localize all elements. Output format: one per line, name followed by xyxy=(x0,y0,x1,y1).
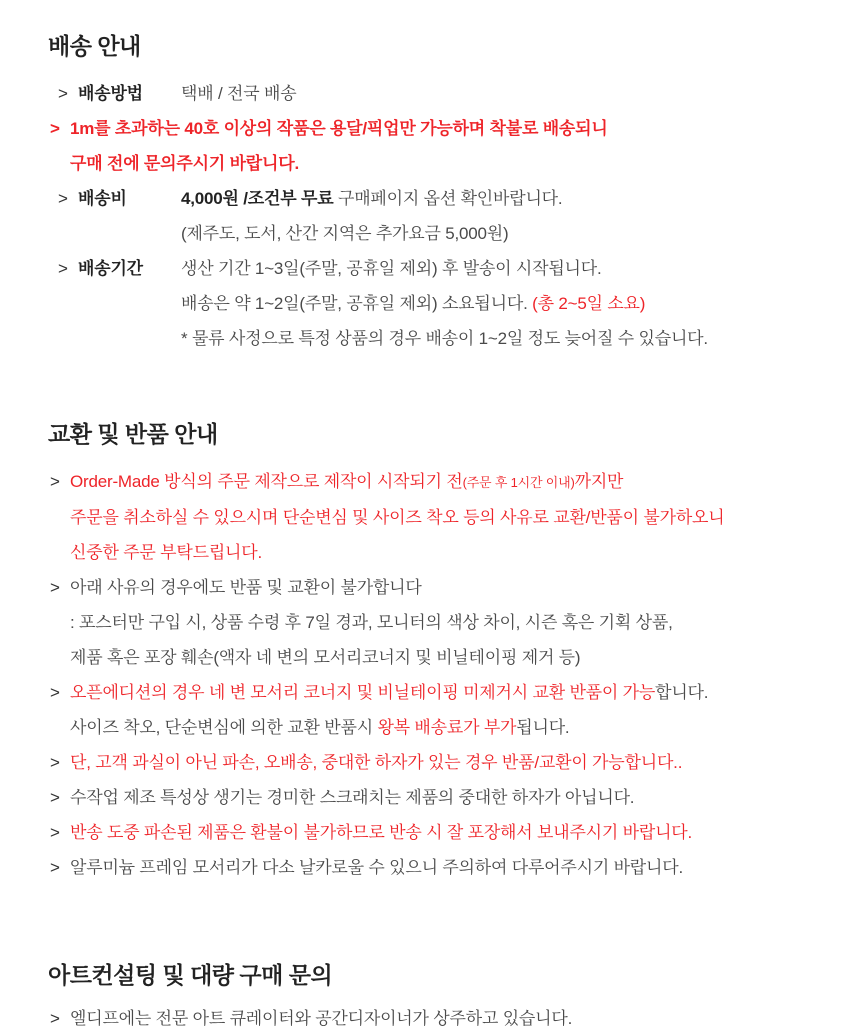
bullet-marker: > xyxy=(58,259,68,278)
text-segment: 알루미늄 프레임 모서리가 다소 날카로울 수 있으니 주의하여 다루어주시기 바랍니다. xyxy=(70,858,684,877)
text-segment: : 포스터만 구입 시, 상품 수령 후 7일 경과, 모니터의 색상 차이, 시즌 혹은 기획 상품, xyxy=(70,613,673,632)
value-line xyxy=(181,251,842,286)
text-segment: (주문 후 1시간 이내) xyxy=(462,475,575,490)
text-segment: 아래 사유의 경우에도 반품 및 교환이 불가합니다 xyxy=(70,578,422,597)
text-segment: 왕복 배송료가 부가 xyxy=(377,718,517,737)
value-line xyxy=(181,286,842,321)
text-segment: 까지만 xyxy=(574,472,624,491)
bullet-marker: > xyxy=(50,472,60,491)
info-line xyxy=(48,710,842,745)
text-segment: 구매페이지 옵션 확인바랍니다. xyxy=(337,189,563,208)
bullet-marker: > xyxy=(50,119,60,138)
bullet-marker: > xyxy=(58,84,68,103)
returns-section-title: 교환 및 반품 안내 xyxy=(48,421,218,447)
line-content xyxy=(70,850,842,885)
line-content xyxy=(70,1001,842,1036)
info-line xyxy=(48,640,842,675)
text-segment: (총 2~5일 소요) xyxy=(532,294,646,313)
text-segment: 제품 혹은 포장 훼손(액자 네 변의 모서리코너지 및 비닐테이핑 제거 등) xyxy=(70,648,581,667)
text-segment: 됩니다. xyxy=(516,718,570,737)
line-content xyxy=(70,146,842,181)
info-line xyxy=(48,605,842,640)
bullet-marker: > xyxy=(50,788,60,807)
text-segment: 4,000원 /조건부 무료 xyxy=(181,189,338,208)
info-line xyxy=(48,570,842,605)
text-segment: 사이즈 착오, 단순변심에 의한 교환 반품시 xyxy=(70,718,378,737)
returns-lines xyxy=(48,464,842,885)
row-values xyxy=(181,251,842,356)
info-row xyxy=(48,251,842,356)
bullet-marker: > xyxy=(50,1009,60,1028)
info-line xyxy=(48,464,842,500)
info-line xyxy=(48,500,842,535)
bullet-marker: > xyxy=(50,823,60,842)
text-segment: 수작업 제조 특성상 생기는 경미한 스크래치는 제품의 중대한 하자가 아닙니다. xyxy=(70,788,635,807)
line-content xyxy=(70,710,842,745)
info-line xyxy=(48,850,842,885)
consulting-section xyxy=(48,959,842,1036)
text-segment: 엘디프에는 전문 아트 큐레이터와 공간디자이너가 상주하고 있습니다. xyxy=(70,1009,573,1028)
info-line xyxy=(48,780,842,815)
line-content xyxy=(70,745,842,780)
value-line xyxy=(181,181,842,216)
line-content xyxy=(70,675,842,710)
row-values xyxy=(181,181,842,251)
text-segment: * 물류 사정으로 특정 상품의 경우 배송이 1~2일 정도 늦어질 수 있습니다. xyxy=(181,329,708,348)
bullet-marker: > xyxy=(50,578,60,597)
text-segment: 합니다. xyxy=(655,683,709,702)
line-content xyxy=(70,464,842,500)
bullet-marker: > xyxy=(50,858,60,877)
info-row xyxy=(48,76,842,111)
text-segment: 오픈에디션의 경우 네 변 모서리 코너지 및 비닐테이핑 미제거시 교환 반품이 가능 xyxy=(70,683,656,702)
row-values xyxy=(181,76,842,111)
line-content xyxy=(70,500,842,535)
value-line xyxy=(181,321,842,356)
info-line xyxy=(48,745,842,780)
text-segment: 주문을 취소하실 수 있으시며 단순변심 및 사이즈 착오 등의 사유로 교환/반품이 불가하오니 xyxy=(70,508,725,527)
text-segment: 배송은 약 1~2일(주말, 공휴일 제외) 소요됩니다. xyxy=(181,294,533,313)
info-row xyxy=(48,181,842,251)
text-segment: 택배 / 전국 배송 xyxy=(181,84,297,103)
value-line xyxy=(181,216,842,251)
line-content xyxy=(70,605,842,640)
line-content xyxy=(70,815,842,850)
info-line xyxy=(48,146,842,181)
info-line xyxy=(48,1001,842,1036)
shipping-lines xyxy=(48,76,842,356)
info-line xyxy=(48,535,842,570)
shipping-section xyxy=(48,30,842,356)
shipping-section-title: 배송 안내 xyxy=(48,33,141,59)
text-segment: (제주도, 도서, 산간 지역은 추가요금 5,000원) xyxy=(181,224,509,243)
line-content xyxy=(70,111,842,146)
line-content xyxy=(70,535,842,570)
text-segment: 1m를 초과하는 40호 이상의 작품은 용달/픽업만 가능하며 착불로 배송되니 xyxy=(70,119,608,138)
text-segment: 신중한 주문 부탁드립니다. xyxy=(70,543,263,562)
info-line xyxy=(48,815,842,850)
consulting-section-title: 아트컨설팅 및 대량 구매 문의 xyxy=(48,962,333,988)
row-label: 배송비 xyxy=(78,189,127,208)
value-line xyxy=(181,76,842,111)
row-label: 배송방법 xyxy=(78,84,143,103)
returns-section xyxy=(48,418,842,885)
info-line xyxy=(48,111,842,146)
row-label: 배송기간 xyxy=(78,259,143,278)
text-segment: 생산 기간 1~3일(주말, 공휴일 제외) 후 발송이 시작됩니다. xyxy=(181,259,602,278)
info-line xyxy=(48,675,842,710)
line-content xyxy=(70,570,842,605)
bullet-marker: > xyxy=(58,189,68,208)
bullet-marker: > xyxy=(50,683,60,702)
text-segment: Order-Made 방식의 주문 제작으로 제작이 시작되기 전 xyxy=(70,472,463,491)
bullet-marker: > xyxy=(50,753,60,772)
text-segment: 반송 도중 파손된 제품은 환불이 불가하므로 반송 시 잘 포장해서 보내주시기 바랍니다. xyxy=(70,823,693,842)
text-segment: 구매 전에 문의주시기 바랍니다. xyxy=(70,154,299,173)
line-content xyxy=(70,780,842,815)
text-segment: 단, 고객 과실이 아닌 파손, 오배송, 중대한 하자가 있는 경우 반품/교환이 가능합니다.. xyxy=(70,753,683,772)
consulting-lines xyxy=(48,1001,842,1036)
line-content xyxy=(70,640,842,675)
